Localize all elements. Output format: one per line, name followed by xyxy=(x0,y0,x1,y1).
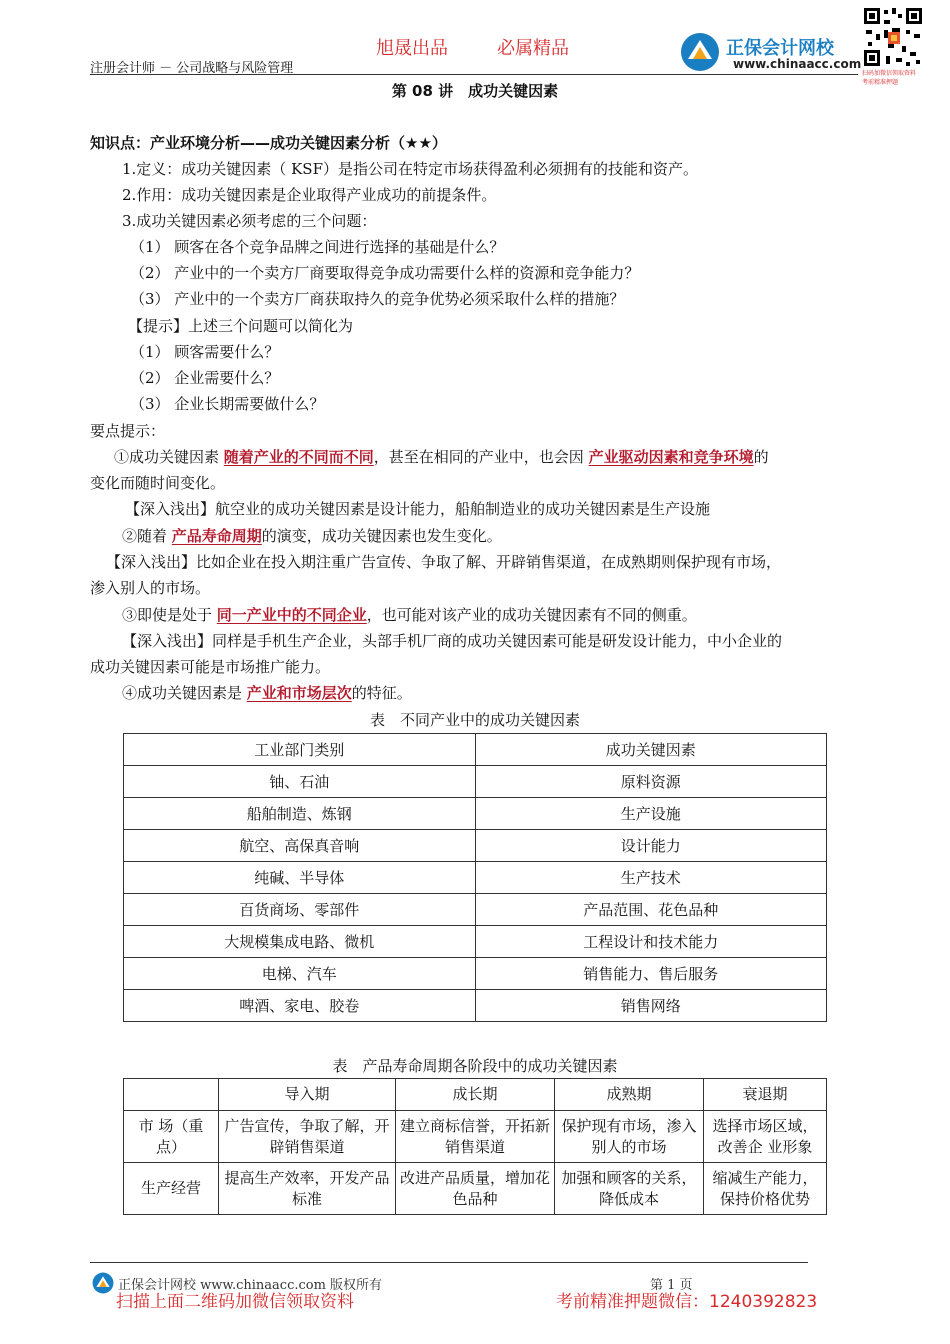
table-cell: 缩减生产能力，保持价格优势 xyxy=(704,1163,827,1215)
table-cell: 选择市场区域，改善企 业形象 xyxy=(704,1111,827,1163)
table-cell: 改进产品质量，增加花色品种 xyxy=(396,1163,555,1215)
table-cell: 航空、高保真音响 xyxy=(124,830,476,862)
footer-logo-icon xyxy=(92,1272,114,1294)
industry-ksf-table xyxy=(123,733,827,1022)
qr-code-icon xyxy=(862,6,924,68)
table-row xyxy=(124,830,827,862)
highlight-text: 同一产业中的不同企业 xyxy=(216,606,367,624)
table-header-row xyxy=(124,1079,827,1111)
logo-name: 正保会计网校 xyxy=(726,38,834,59)
lecture-title: 第 08 讲 成功关键因素 xyxy=(391,82,559,100)
table-cell: 保护现有市场，渗入别人的市场 xyxy=(555,1111,704,1163)
knowledge-point-title: 知识点：产业环境分析——成功关键因素分析（★★） xyxy=(90,134,447,152)
highlight-text: 产业和市场层次 xyxy=(246,684,352,702)
table-header-cell: 衰退期 xyxy=(704,1079,827,1111)
qr-caption-2: 考前精准押题 xyxy=(862,79,899,86)
deep-dive-3-cont: 成功关键因素可能是市场推广能力。 xyxy=(90,658,331,676)
point-2: ②随着 产品寿命周期的演变，成功关键因素也发生变化。 xyxy=(122,527,502,545)
points-title: 要点提示： xyxy=(90,422,166,440)
deep-dive-2: 【深入浅出】比如企业在投入期注重广告宣传、争取了解、开辟销售渠道，在成熟期则保护现有市场， xyxy=(106,553,782,571)
table-row xyxy=(124,1111,827,1163)
footer-copyright: 正保会计网校 www.chinaacc.com 版权所有 xyxy=(118,1278,383,1293)
table-cell: 啤酒、家电、胶卷 xyxy=(124,990,476,1022)
definition-text: 1.定义：成功关键因素（ KSF）是指公司在特定市场获得盈利必须拥有的技能和资产。 xyxy=(122,160,698,178)
point-1-cont: 变化而随时间变化。 xyxy=(90,474,226,492)
table-cell: 提高生产效率，开发产品标准 xyxy=(219,1163,396,1215)
table-cell: 船舶制造、炼钢 xyxy=(124,798,476,830)
table-row xyxy=(124,958,827,990)
header-divider xyxy=(90,74,858,75)
question-3: （3） 产业中的一个卖方厂商获取持久的竞争优势必须采取什么样的措施？ xyxy=(130,290,625,308)
table-row xyxy=(124,990,827,1022)
table-cell: 销售网络 xyxy=(475,990,827,1022)
table-cell: 加强和顾客的关系，降低成本 xyxy=(555,1163,704,1215)
table-row xyxy=(124,766,827,798)
point-3: ③即使是处于 同一产业中的不同企业，也可能对该产业的成功关键因素有不同的侧重。 xyxy=(122,606,697,624)
qr-caption-1: 扫码加微信领取资料 xyxy=(862,70,917,77)
question-2: （2） 产业中的一个卖方厂商要取得竞争成功需要什么样的资源和竞争能力？ xyxy=(130,264,640,282)
logo-url: www.chinaacc.com xyxy=(733,57,862,71)
table-cell: 生产技术 xyxy=(475,862,827,894)
table-header-row xyxy=(124,734,827,766)
table-header-cell: 工业部门类别 xyxy=(124,734,476,766)
table-row xyxy=(124,798,827,830)
questions-intro: 3.成功关键因素必须考虑的三个问题： xyxy=(122,212,377,230)
footer-page-number: 第 1 页 xyxy=(650,1278,693,1293)
table-cell: 电梯、汽车 xyxy=(124,958,476,990)
highlight-text: 产品寿命周期 xyxy=(171,527,262,545)
table-header-cell: 成熟期 xyxy=(555,1079,704,1111)
table-cell: 工程设计和技术能力 xyxy=(475,926,827,958)
table-header-cell: 导入期 xyxy=(219,1079,396,1111)
table-row xyxy=(124,894,827,926)
hint-text: 【提示】上述三个问题可以简化为 xyxy=(128,317,354,335)
table-cell: 铀、石油 xyxy=(124,766,476,798)
table-cell: 百货商场、零部件 xyxy=(124,894,476,926)
table-row xyxy=(124,1163,827,1215)
table-cell: 市 场（重点） xyxy=(124,1111,219,1163)
deep-dive-2-cont: 渗入别人的市场。 xyxy=(90,579,211,597)
course-name: 注册会计师 － 公司战略与风险管理 xyxy=(90,61,294,76)
table-cell: 原料资源 xyxy=(475,766,827,798)
table-cell: 广告宣传，争取了解，开辟销售渠道 xyxy=(219,1111,396,1163)
table-cell: 生产经营 xyxy=(124,1163,219,1215)
brand-left: 旭晟出品 xyxy=(376,38,448,59)
highlight-text: 随着产业的不同而不同 xyxy=(223,448,374,466)
simplified-1: （1） 顾客需要什么？ xyxy=(130,343,280,361)
table2-caption: 表 产品寿命周期各阶段中的成功关键因素 xyxy=(332,1057,618,1075)
table-header-cell: 成功关键因素 xyxy=(475,734,827,766)
footer-promo-left: 扫描上面二维码加微信领取资料 xyxy=(116,1292,354,1312)
simplified-3: （3） 企业长期需要做什么？ xyxy=(130,395,325,413)
lifecycle-ksf-table xyxy=(123,1078,827,1215)
table-row xyxy=(124,926,827,958)
deep-dive-1: 【深入浅出】航空业的成功关键因素是设计能力，船舶制造业的成功关键因素是生产设施 xyxy=(125,500,711,518)
table1-caption: 表 不同产业中的成功关键因素 xyxy=(369,711,580,729)
point-4: ④成功关键因素是 产业和市场层次的特征。 xyxy=(122,684,412,702)
table-cell: 大规模集成电路、微机 xyxy=(124,926,476,958)
table-cell: 纯碱、半导体 xyxy=(124,862,476,894)
footer-promo-right: 考前精准押题微信：1240392823 xyxy=(556,1292,818,1312)
footer-divider xyxy=(90,1262,808,1263)
table-header-cell xyxy=(124,1079,219,1111)
table-header-cell: 成长期 xyxy=(396,1079,555,1111)
table-cell: 设计能力 xyxy=(475,830,827,862)
brand-right: 必属精品 xyxy=(497,38,569,59)
table-cell: 生产设施 xyxy=(475,798,827,830)
logo-icon xyxy=(680,32,720,72)
table-row xyxy=(124,862,827,894)
deep-dive-3: 【深入浅出】同样是手机生产企业，头部手机厂商的成功关键因素可能是研发设计能力，中小企业的 xyxy=(122,632,783,650)
simplified-2: （2） 企业需要什么？ xyxy=(130,369,280,387)
table-cell: 销售能力、售后服务 xyxy=(475,958,827,990)
table-cell: 产品范围、花色品种 xyxy=(475,894,827,926)
question-1: （1） 顾客在各个竞争品牌之间进行选择的基础是什么？ xyxy=(130,238,505,256)
point-1: ①成功关键因素 随着产业的不同而不同，甚至在相同的产业中，也会因 产业驱动因素和竞争环境的 xyxy=(114,448,769,466)
role-text: 2.作用：成功关键因素是企业取得产业成功的前提条件。 xyxy=(122,186,497,204)
table-cell: 建立商标信誉，开拓新销售渠道 xyxy=(396,1111,555,1163)
highlight-text: 产业驱动因素和竞争环境 xyxy=(588,448,754,466)
